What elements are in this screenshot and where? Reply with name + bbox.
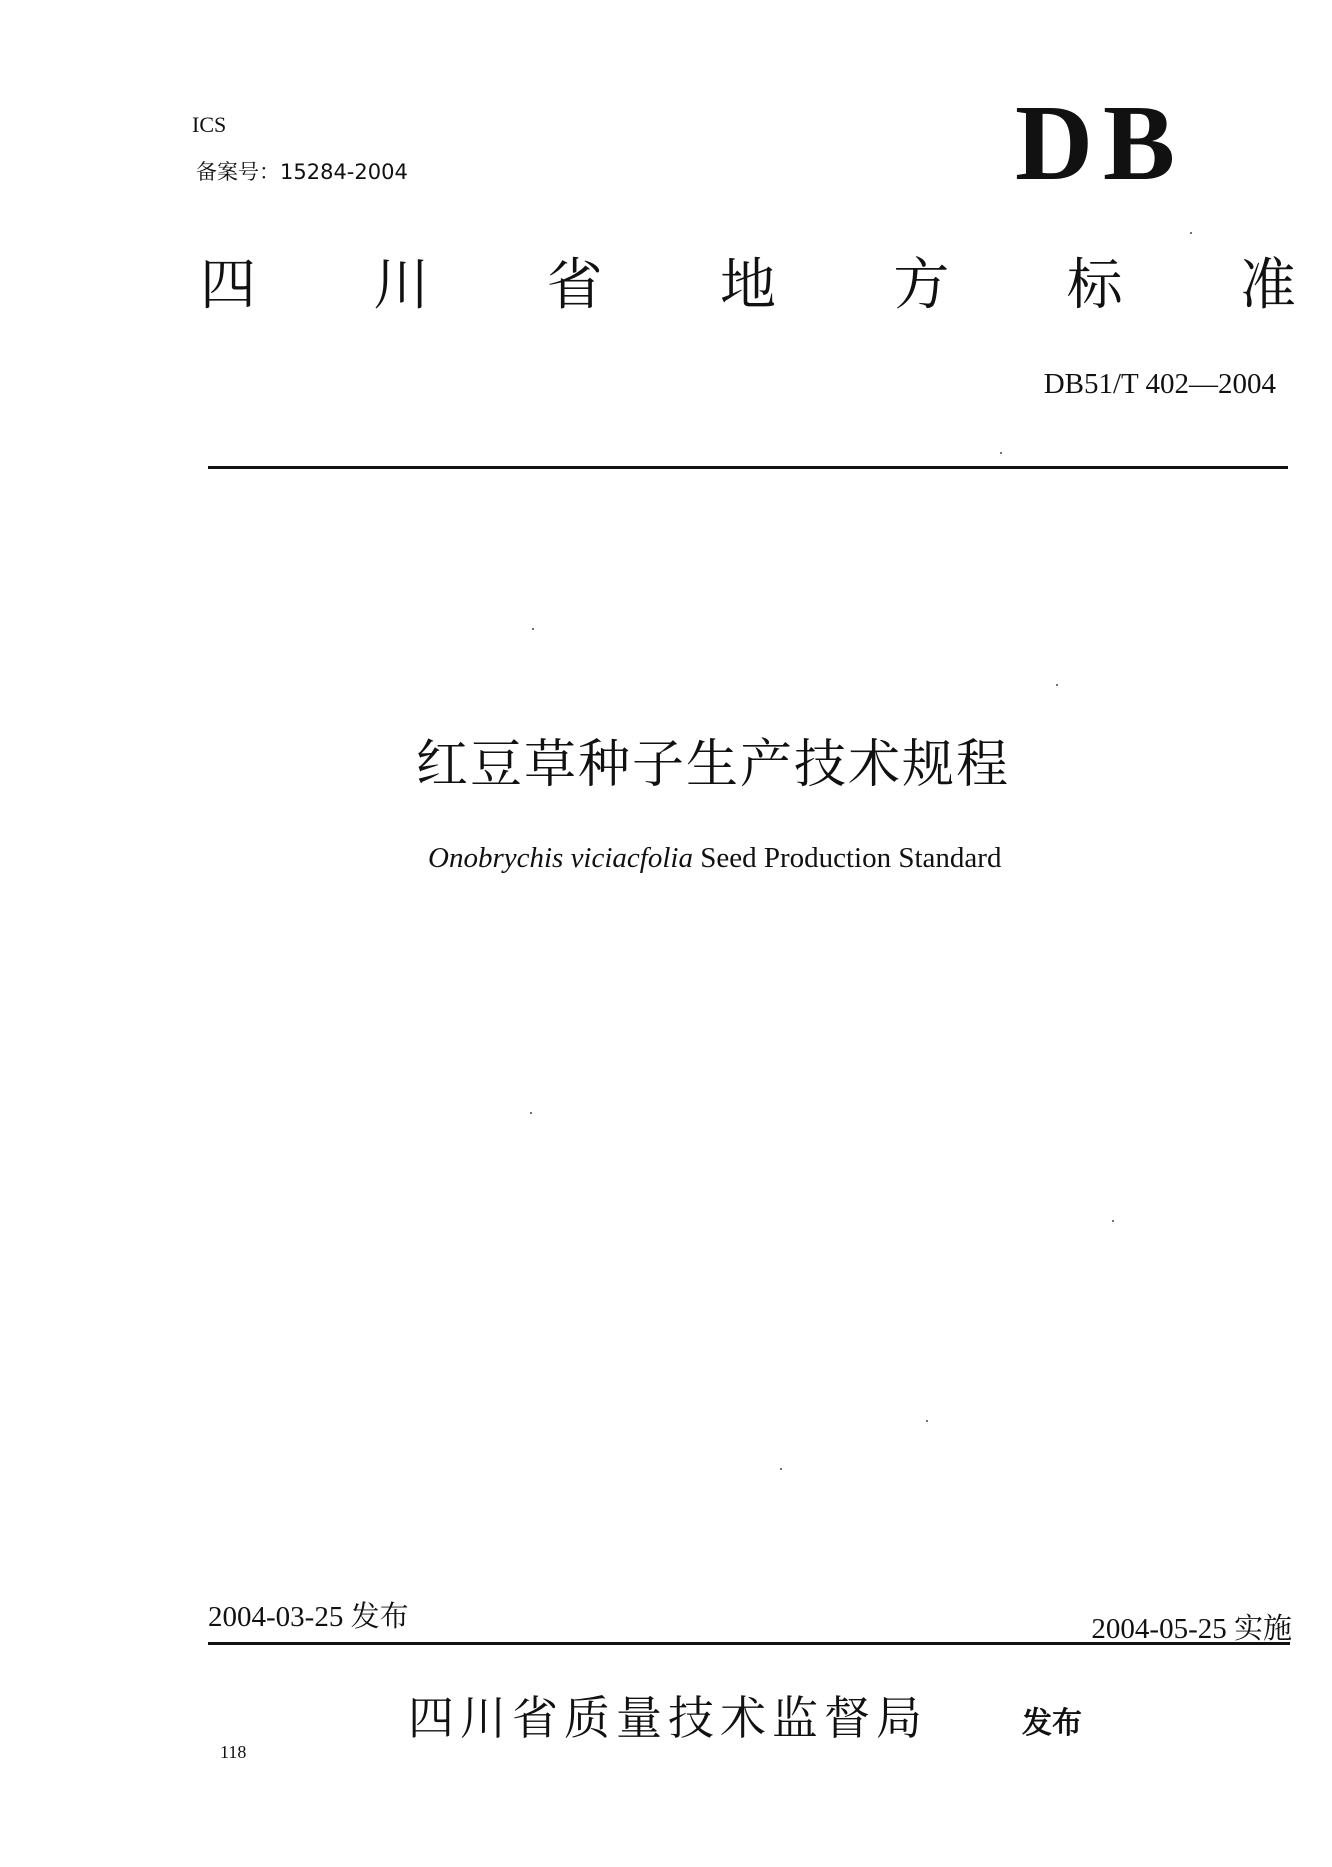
scan-speck	[1112, 1220, 1114, 1222]
footer-divider	[208, 1642, 1290, 1645]
header-divider	[208, 466, 1288, 469]
page-number: 118	[220, 1742, 247, 1762]
standard-type-heading	[200, 253, 1296, 318]
record-value: 15284-2004	[280, 160, 408, 184]
record-label: 备案号：	[196, 160, 280, 184]
issue-date: 2004-03-25 发布	[208, 1601, 409, 1633]
scan-speck	[532, 628, 534, 630]
scan-speck	[780, 1468, 782, 1470]
standard-type-char: 省	[546, 253, 603, 318]
db-logo: DB	[1015, 84, 1186, 203]
standard-type-char: 标	[1066, 253, 1123, 318]
scan-speck	[1000, 452, 1002, 454]
implementation-date: 2004-05-25 实施	[1091, 1613, 1292, 1645]
standard-type-char: 四	[200, 253, 256, 318]
standard-type-char: 川	[373, 253, 430, 318]
standard-type-char: 地	[719, 253, 776, 318]
title-english-rest: Seed Production Standard	[692, 842, 1002, 874]
scan-speck	[1056, 684, 1058, 686]
standard-number: DB51/T 402—2004	[1043, 368, 1276, 400]
ics-label: ICS	[192, 112, 227, 137]
standard-type-char: 准	[1239, 253, 1296, 318]
document-title-chinese: 红豆草种子生产技术规程	[416, 735, 1011, 795]
scientific-name: Onobrychis viciacfolia	[428, 842, 693, 874]
scan-speck	[926, 1420, 928, 1422]
standard-type-char: 方	[893, 253, 950, 318]
scan-speck	[530, 1112, 532, 1114]
publisher-name: 四川省质量技术监督局	[408, 1691, 928, 1745]
document-title-english	[428, 842, 1001, 875]
publisher-suffix: 发布	[1022, 1706, 1082, 1741]
scan-speck	[1190, 232, 1192, 234]
record-number	[196, 156, 408, 186]
